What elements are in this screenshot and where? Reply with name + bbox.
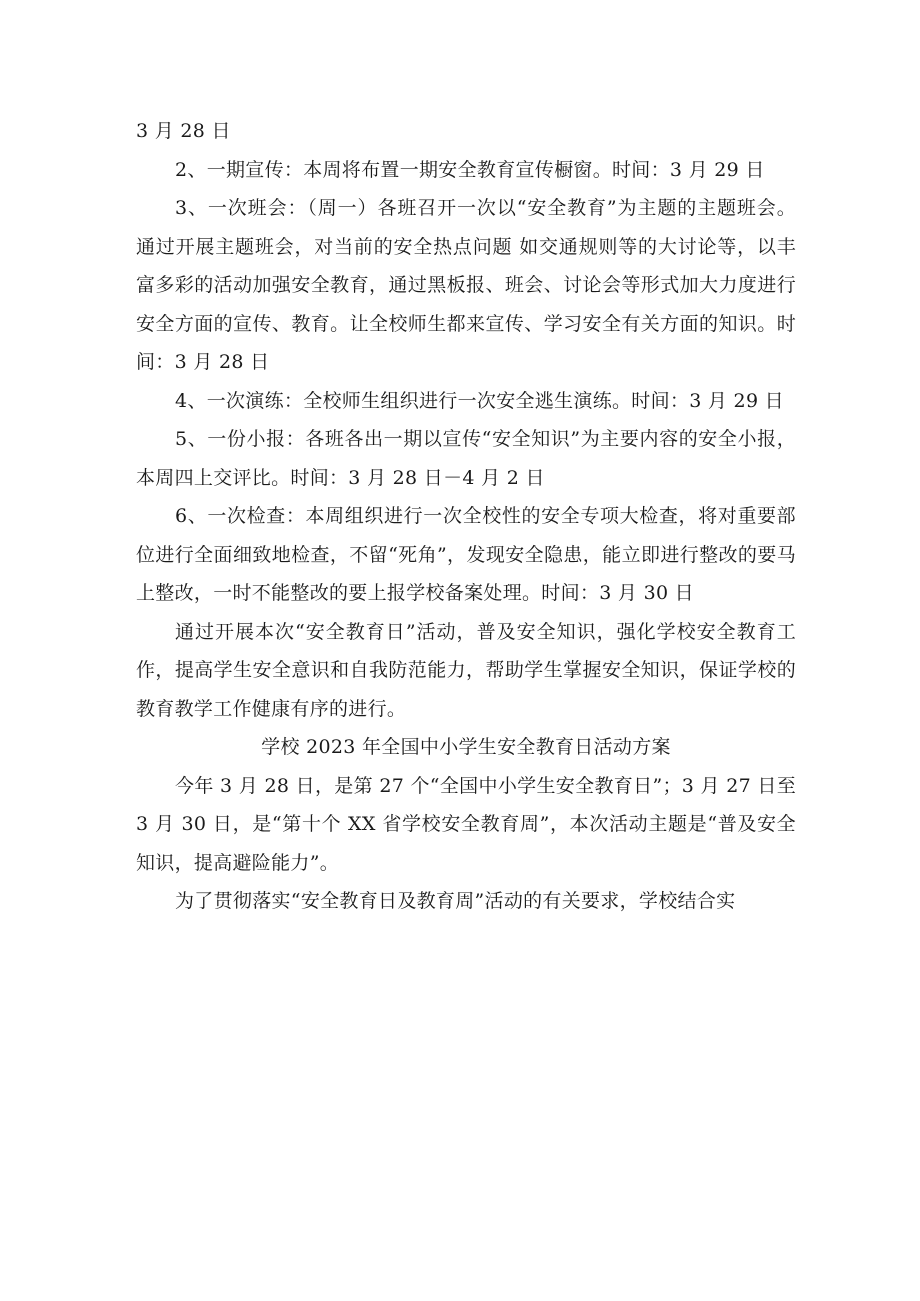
paragraph-item-drill: 4、一次演练：全校师生组织进行一次安全逃生演练。时间：3 月 29 日 xyxy=(175,389,784,412)
paragraph-intro: 今年 3 月 28 日，是第 27 个“全国中小学生安全教育日”；3 月 27 日至 3 月 30 日，是“第十个 XX 省学校安全教育周”，本次活动主题是“普及安全知识，提高避险能力”。 xyxy=(136,774,796,874)
paragraph-item-inspection: 6、一次检查：本周组织进行一次全校性的安全专项大检查，将对重要部位进行全面细致地检查，不留“死角”，发现安全隐患，能立即进行整改的要马上整改，一时不能整改的要上报学校备案处理。时间：3 月 30 日 xyxy=(136,505,796,604)
paragraph-item-publicity: 2、一期宣传：本周将布置一期安全教育宣传橱窗。时间：3 月 29 日 xyxy=(175,158,765,181)
section-title: 学校 2023 年全国中小学生安全教育日活动方案 xyxy=(261,736,671,758)
paragraph-continuation: 3 月 28 日 xyxy=(136,120,231,142)
paragraph-purpose: 为了贯彻落实“安全教育日及教育周”活动的有关要求，学校结合实 xyxy=(175,890,736,912)
paragraph-item-newsletter: 5、一份小报：各班各出一期以宣传“安全知识”为主要内容的安全小报，本周四上交评比。时间：3 月 28 日－4 月 2 日 xyxy=(136,428,796,489)
document-page xyxy=(136,112,796,921)
paragraph-item-class-meeting: 3、一次班会：（周一）各班召开一次以“安全教育”为主题的主题班会。通过开展主题班会，对当前的安全热点问题 如交通规则等的大讨论等，以丰富多彩的活动加强安全教育，通过黑板报、班会、讨论会等形式加大力度进行安全方面的宣传、教育。让全校师生都来宣传、学习安全有关方面的知识。时间：3 月 28 日 xyxy=(136,197,796,373)
paragraph-summary: 通过开展本次“安全教育日”活动，普及安全知识，强化学校安全教育工作，提高学生安全意识和自我防范能力，帮助学生掌握安全知识，保证学校的教育教学工作健康有序的进行。 xyxy=(136,620,796,720)
